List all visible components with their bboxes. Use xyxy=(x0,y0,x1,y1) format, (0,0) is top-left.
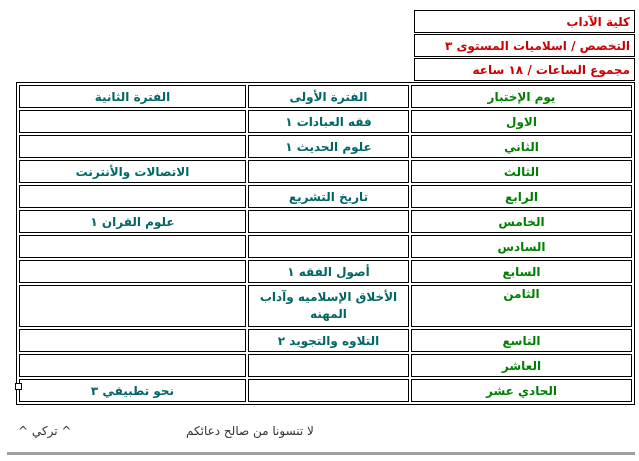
table-row xyxy=(19,110,632,133)
period-1-cell xyxy=(248,354,409,377)
period-1-cell xyxy=(248,160,409,183)
period-2-cell xyxy=(19,354,246,377)
period-1-cell xyxy=(248,379,409,402)
day-cell: الثامن xyxy=(411,285,632,327)
table-row xyxy=(19,260,632,283)
table-row xyxy=(19,285,632,327)
day-cell: الاول xyxy=(411,110,632,133)
bottom-divider xyxy=(7,452,635,455)
day-cell: الخامس xyxy=(411,210,632,233)
day-cell: الرابع xyxy=(411,185,632,208)
day-cell: التاسع xyxy=(411,329,632,352)
period-2-cell: الاتصالات والأنترنت xyxy=(19,160,246,183)
period-2-cell: علوم القران ١ xyxy=(19,210,246,233)
dua-text: لا تنسونا من صالح دعائكم xyxy=(186,424,314,438)
table-row xyxy=(19,354,632,377)
column-header-period-1: الفترة الأولى xyxy=(248,85,409,108)
period-2-cell xyxy=(19,110,246,133)
period-1-cell: فقه العبادات ١ xyxy=(248,110,409,133)
column-header-period-2: الفترة الثانية xyxy=(19,85,246,108)
day-cell: السابع xyxy=(411,260,632,283)
specialty-label: التخصص / اسلاميات المستوى ٣ xyxy=(415,35,635,57)
table-row xyxy=(19,185,632,208)
total-hours-label: مجموع الساعات / ١٨ ساعه xyxy=(415,59,635,81)
table-row xyxy=(19,329,632,352)
period-2-cell: نحو تطبيقي ٣ xyxy=(19,379,246,402)
period-2-cell xyxy=(19,235,246,258)
table-row xyxy=(19,235,632,258)
day-cell: العاشر xyxy=(411,354,632,377)
header-table xyxy=(414,10,635,33)
faculty-name: كلية الآداب xyxy=(415,11,635,33)
table-row xyxy=(19,379,632,402)
period-2-cell xyxy=(19,135,246,158)
period-1-cell: التلاوه والتجويد ٢ xyxy=(248,329,409,352)
period-1-cell xyxy=(248,210,409,233)
table-row xyxy=(19,160,632,183)
period-1-cell: علوم الحديث ١ xyxy=(248,135,409,158)
exam-schedule-table xyxy=(16,82,635,405)
period-2-cell xyxy=(19,329,246,352)
period-2-cell xyxy=(19,185,246,208)
table-row xyxy=(19,210,632,233)
day-cell: الثاني xyxy=(411,135,632,158)
period-1-cell: تاريخ التشريع xyxy=(248,185,409,208)
day-cell: الثالث xyxy=(411,160,632,183)
period-1-cell: أصول الفقه ١ xyxy=(248,260,409,283)
column-header-day: يوم الإختبار xyxy=(411,85,632,108)
day-cell: السادس xyxy=(411,235,632,258)
signature-text: ^ تركي ^ xyxy=(18,424,72,438)
header-table-specialty xyxy=(414,34,635,57)
period-1-cell xyxy=(248,235,409,258)
table-resize-handle[interactable] xyxy=(15,383,22,390)
table-row xyxy=(19,135,632,158)
header-table-hours xyxy=(414,58,635,81)
schedule-header-row xyxy=(19,85,632,108)
period-2-cell xyxy=(19,260,246,283)
day-cell: الحادي عشر xyxy=(411,379,632,402)
period-2-cell xyxy=(19,285,246,327)
period-1-cell: الأخلاق الإسلاميه وآداب المهنه xyxy=(248,285,409,327)
